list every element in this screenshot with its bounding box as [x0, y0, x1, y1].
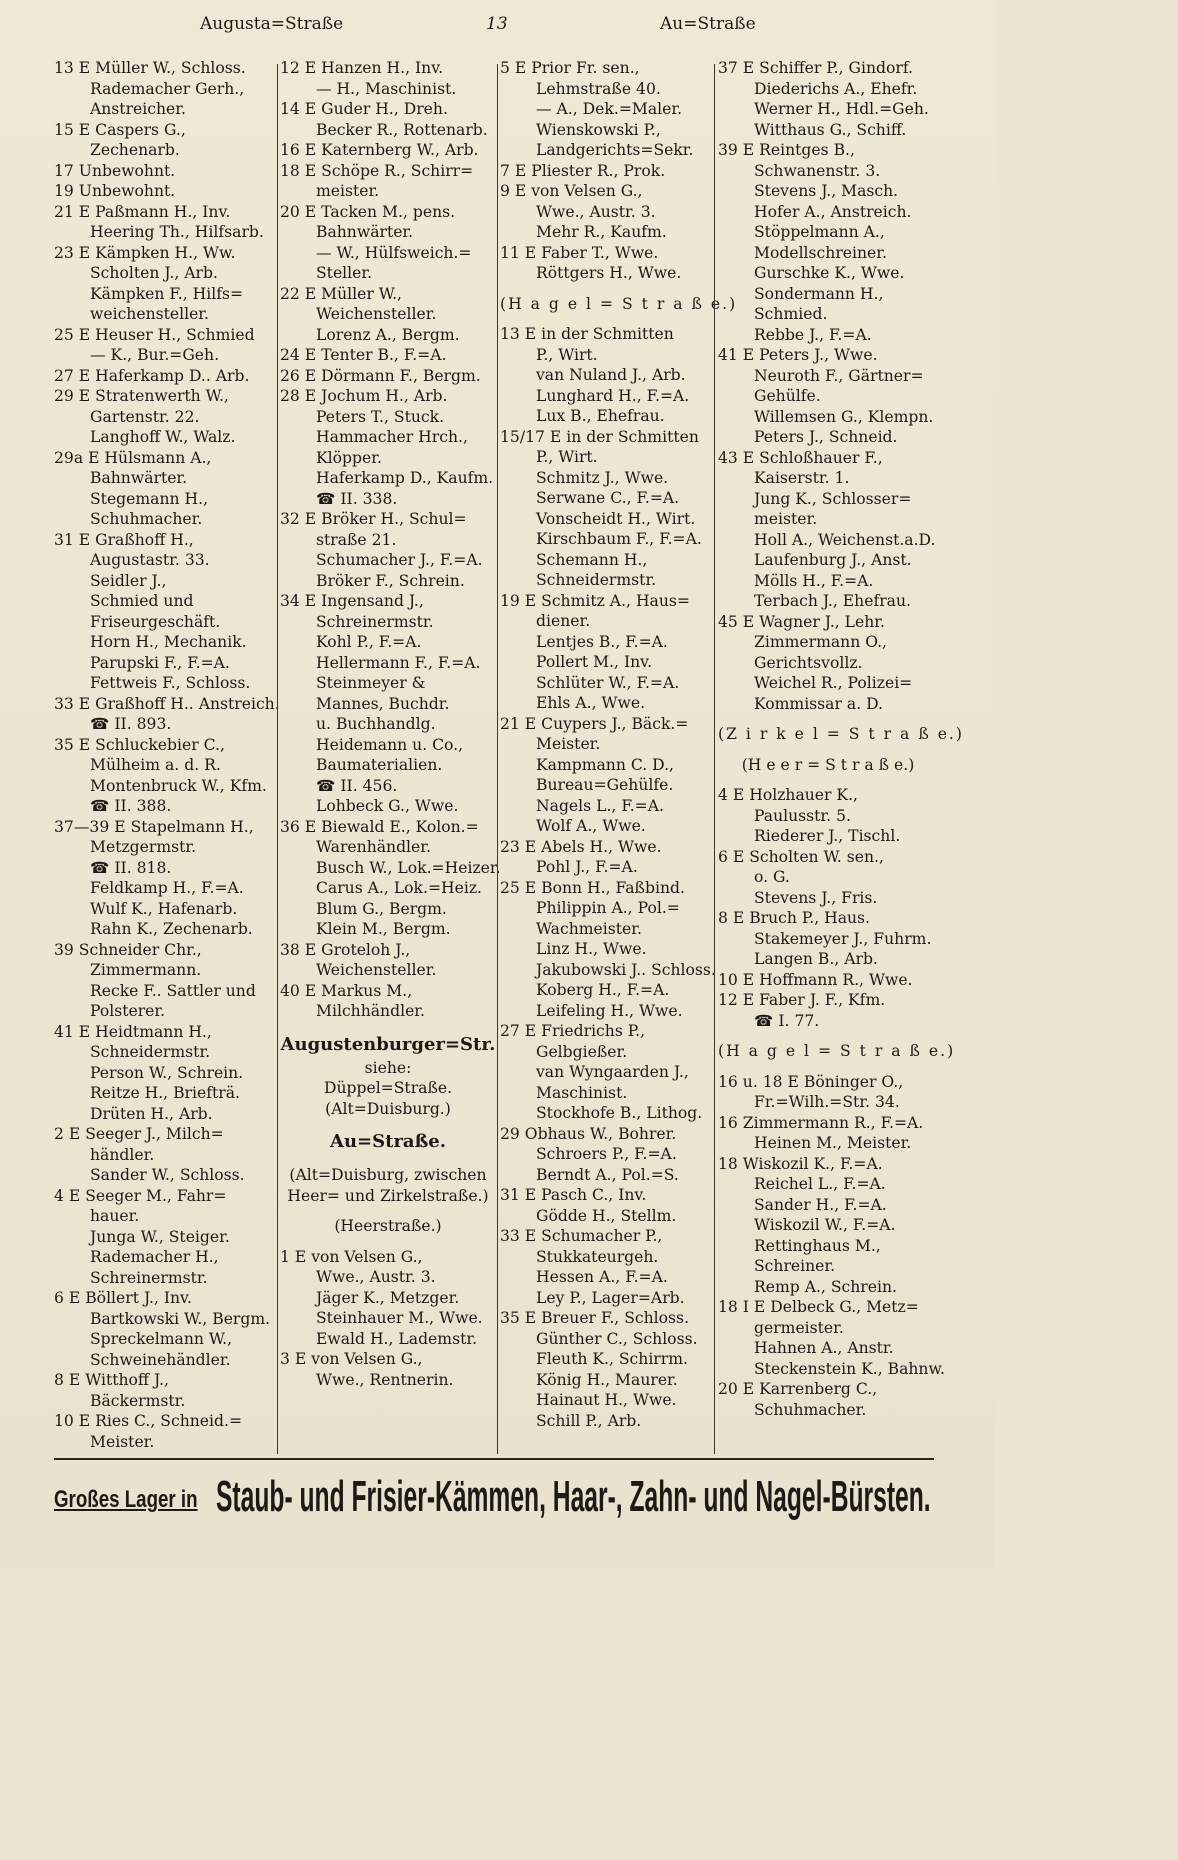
directory-entry: Schemann H.,: [536, 550, 648, 569]
directory-entry: 41 E Peters J., Wwe.: [718, 346, 878, 364]
directory-entry: 23 E Abels H., Wwe.: [500, 837, 662, 856]
directory-entry: ☎ II. 893.: [90, 715, 172, 733]
directory-entry: Zimmermann.: [90, 961, 202, 979]
directory-entry: Fleuth K., Schirrm.: [536, 1350, 688, 1368]
directory-entry: Lehmstraße 40.: [536, 79, 661, 98]
directory-entry: 31 E Pasch C., Inv.: [500, 1186, 647, 1204]
directory-entry: 18 E Schöpe R., Schirr=: [280, 161, 474, 180]
directory-entry: Bäckermstr.: [90, 1391, 186, 1410]
directory-entry: ☎ I. 77.: [754, 1011, 820, 1030]
directory-entry: Stegemann H.,: [90, 489, 209, 508]
directory-entry: 8 E Witthoff J.,: [54, 1371, 169, 1389]
directory-entry: 43 E Schloßhauer F.,: [718, 448, 883, 467]
directory-entry: 37—39 E Stapelmann H.,: [54, 817, 254, 836]
directory-entry: Seidler J.,: [90, 571, 167, 590]
directory-entry: 13 E in der Schmitten: [500, 325, 674, 343]
directory-entry: Steckenstein K., Bahnw.: [754, 1359, 945, 1378]
directory-entry: Schweinehändler.: [90, 1350, 231, 1369]
directory-entry: Gehülfe.: [754, 387, 821, 405]
directory-entry: 35 E Schluckebier C.,: [54, 735, 225, 754]
directory-entry: 29a E Hülsmann A.,: [54, 448, 212, 467]
directory-entry: Langen B., Arb.: [754, 950, 878, 968]
directory-entry: van Wyngaarden J.,: [536, 1063, 689, 1081]
directory-entry: Ley P., Lager=Arb.: [536, 1288, 685, 1307]
directory-entry: 1 E von Velsen G.,: [280, 1247, 423, 1266]
directory-entry: Sondermann H.,: [754, 284, 884, 303]
directory-entry: Feldkamp H., F.=A.: [90, 879, 244, 897]
spacer: [718, 745, 938, 755]
column-2: [280, 58, 501, 1390]
directory-entry: Heidemann u. Co.,: [316, 735, 464, 754]
directory-entry: Berndt A., Pol.=S.: [536, 1165, 679, 1184]
directory-entry: (Alt=Duisburg.): [325, 1099, 451, 1118]
directory-entry: P., Wirt.: [536, 448, 598, 466]
section-heading: Augustenburger=Str.: [280, 1033, 496, 1055]
directory-entry: Kirschbaum F., F.=A.: [536, 530, 702, 548]
directory-entry: Stockhofe B., Lithog.: [536, 1104, 703, 1122]
directory-entry: 16 Zimmermann R., F.=A.: [718, 1113, 924, 1132]
directory-entry: 40 E Markus M.,: [280, 981, 413, 1000]
directory-entry: (Z i r k e l = S t r a ß e.): [718, 725, 964, 743]
directory-entry: o. G.: [754, 868, 790, 886]
directory-entry: u. Buchhandlg.: [316, 715, 436, 733]
directory-entry: (Alt=Duisburg, zwischen: [289, 1166, 487, 1184]
directory-entry: Hainaut H., Wwe.: [536, 1391, 677, 1409]
column-divider: [714, 64, 715, 1454]
directory-entry: 31 E Graßhoff H.,: [54, 530, 194, 549]
directory-entry: 9 E von Velsen G.,: [500, 182, 643, 200]
directory-entry: 12 E Faber J. F., Kfm.: [718, 991, 886, 1009]
directory-entry: 32 E Bröker H., Schul=: [280, 510, 467, 528]
directory-entry: weichensteller.: [90, 305, 210, 323]
directory-entry: Sander H., F.=A.: [754, 1195, 887, 1214]
directory-entry: Schneidermstr.: [536, 571, 657, 589]
directory-entry: Pollert M., Inv.: [536, 653, 653, 671]
directory-entry: Schumacher J., F.=A.: [316, 551, 483, 569]
directory-entry: Riederer J., Tischl.: [754, 827, 901, 845]
directory-entry: Stevens J., Fris.: [754, 888, 878, 907]
directory-entry: Becker R., Rottenarb.: [316, 120, 488, 139]
directory-entry: Kohl P., F.=A.: [316, 633, 422, 651]
directory-entry: Lorenz A., Bergm.: [316, 325, 460, 344]
directory-entry: Friseurgeschäft.: [90, 612, 221, 631]
directory-entry: (H a g e l = S t r a ß e.): [718, 1042, 956, 1060]
directory-entry: Mannes, Buchdr.: [316, 694, 450, 713]
directory-entry: Recke F.. Sattler und: [90, 981, 256, 1000]
directory-entry: van Nuland J., Arb.: [536, 366, 686, 384]
directory-entry: Zimmermann O.,: [754, 633, 887, 651]
directory-entry: Polsterer.: [90, 1002, 166, 1020]
spacer: [718, 714, 938, 724]
directory-entry: Schuhmacher.: [754, 1400, 867, 1419]
directory-entry: Kampmann C. D.,: [536, 755, 674, 774]
directory-entry: 6 E Böllert J., Inv.: [54, 1289, 192, 1307]
directory-entry: Gurschke K., Wwe.: [754, 264, 905, 282]
directory-entry: Schwanenstr. 3.: [754, 161, 881, 180]
directory-entry: Schlüter W., F.=A.: [536, 673, 680, 692]
directory-entry: Heering Th., Hilfsarb.: [90, 223, 264, 241]
directory-entry: Peters T., Stuck.: [316, 407, 445, 426]
directory-entry: Steinmeyer &: [316, 674, 426, 692]
directory-entry: Langhoff W., Walz.: [90, 428, 236, 446]
directory-entry: 20 E Tacken M., pens.: [280, 202, 456, 221]
directory-entry: 33 E Schumacher P.,: [500, 1227, 663, 1245]
directory-entry: Schreinermstr.: [90, 1268, 208, 1287]
spacer: [280, 1237, 496, 1247]
spacer: [500, 314, 712, 324]
directory-entry: Schuhmacher.: [90, 510, 203, 528]
directory-entry: Leifeling H., Wwe.: [536, 1001, 683, 1020]
directory-entry: Reitze H., Briefträ.: [90, 1084, 240, 1102]
spacer: [280, 1119, 496, 1129]
directory-entry: 21 E Cuypers J., Bäck.=: [500, 714, 689, 733]
directory-entry: Lux B., Ehefrau.: [536, 407, 665, 425]
directory-entry: 14 E Guder H., Dreh.: [280, 100, 448, 118]
spacer: [280, 1206, 496, 1216]
directory-entry: Gartenstr. 22.: [90, 407, 200, 426]
spacer: [718, 1031, 938, 1041]
spacer: [280, 1155, 496, 1165]
column-divider: [497, 64, 498, 1454]
directory-entry: P., Wirt.: [536, 345, 598, 364]
directory-entry: Gerichtsvollz.: [754, 653, 863, 672]
directory-entry: Kaiserstr. 1.: [754, 469, 850, 487]
directory-entry: Steller.: [316, 264, 373, 282]
directory-entry: Landgerichts=Sekr.: [536, 141, 694, 159]
directory-entry: 27 E Friedrichs P.,: [500, 1022, 646, 1040]
directory-entry: 18 I E Delbeck G., Metz=: [718, 1298, 919, 1316]
directory-entry: 18 Wiskozil K., F.=A.: [718, 1154, 883, 1173]
directory-entry: Metzgermstr.: [90, 838, 197, 856]
directory-entry: Spreckelmann W.,: [90, 1330, 233, 1348]
column-3: [500, 58, 738, 1431]
directory-entry: 35 E Breuer F., Schloss.: [500, 1309, 690, 1327]
directory-entry: 6 E Scholten W. sen.,: [718, 847, 884, 866]
directory-entry: Hammacher Hrch.,: [316, 428, 468, 446]
directory-entry: 27 E Haferkamp D.. Arb.: [54, 366, 250, 385]
directory-entry: ☎ II. 338.: [316, 489, 398, 508]
directory-entry: 23 E Kämpken H., Ww.: [54, 243, 236, 262]
directory-entry: Schroers P., F.=A.: [536, 1145, 677, 1163]
directory-entry: Wulf K., Hafenarb.: [90, 899, 238, 918]
column-divider: [277, 64, 278, 1454]
directory-entry: (Heerstraße.): [334, 1217, 442, 1235]
directory-entry: Parupski F., F.=A.: [90, 653, 230, 672]
directory-entry: Wwe., Austr. 3.: [536, 202, 656, 221]
directory-entry: Hahnen A., Anstr.: [754, 1339, 894, 1357]
advertisement: [54, 1470, 934, 1540]
directory-entry: Schreinermstr.: [316, 612, 434, 631]
directory-entry: Kämpken F., Hilfs=: [90, 284, 244, 303]
directory-entry: — K., Bur.=Geh.: [90, 346, 220, 364]
directory-entry: Diederichs A., Ehefr.: [754, 79, 918, 98]
directory-entry: 12 E Hanzen H., Inv.: [280, 59, 444, 77]
directory-entry: Schmitz J., Wwe.: [536, 468, 669, 487]
directory-entry: 36 E Biewald E., Kolon.=: [280, 817, 479, 836]
directory-entry: Wolf A., Wwe.: [536, 817, 646, 835]
directory-entry: 29 E Stratenwerth W.,: [54, 387, 229, 405]
directory-entry: Stöppelmann A.,: [754, 223, 885, 241]
directory-entry: Philippin A., Pol.=: [536, 899, 680, 917]
directory-entry: Linz H., Wwe.: [536, 940, 647, 958]
directory-entry: ☎ II. 818.: [90, 858, 172, 877]
directory-entry: Schreiner.: [754, 1257, 836, 1275]
directory-entry: Blum G., Bergm.: [316, 899, 447, 918]
directory-entry: 10 E Hoffmann R., Wwe.: [718, 970, 913, 989]
directory-entry: Hofer A., Anstreich.: [754, 202, 912, 221]
directory-entry: Günther C., Schloss.: [536, 1329, 698, 1348]
directory-entry: Heinen M., Meister.: [754, 1134, 912, 1152]
directory-entry: Stevens J., Masch.: [754, 182, 899, 200]
directory-entry: 7 E Pliester R., Prok.: [500, 161, 666, 180]
directory-entry: Fr.=Wilh.=Str. 34.: [754, 1093, 900, 1111]
directory-entry: meister.: [754, 510, 818, 528]
directory-entry: 17 Unbewohnt.: [54, 161, 176, 180]
directory-entry: Düppel=Straße.: [323, 1079, 453, 1097]
directory-entry: 41 E Heidtmann H.,: [54, 1022, 212, 1041]
directory-entry: Maschinist.: [536, 1083, 628, 1102]
directory-entry: Weichel R., Polizei=: [754, 674, 913, 692]
spacer: [718, 775, 938, 785]
directory-entry: 45 E Wagner J., Lehr.: [718, 612, 886, 631]
directory-entry: Klöpper.: [316, 448, 382, 467]
directory-entry: 38 E Groteloh J.,: [280, 940, 411, 959]
directory-entry: 16 u. 18 E Böninger O.,: [718, 1072, 904, 1091]
directory-entry: Junga W., Steiger.: [90, 1227, 230, 1246]
directory-entry: Stakemeyer J., Fuhrm.: [754, 929, 932, 948]
directory-entry: Schneidermstr.: [90, 1043, 211, 1061]
directory-entry: 13 E Müller W., Schloss.: [54, 59, 246, 77]
directory-entry: diener.: [536, 612, 591, 630]
directory-entry: Schill P., Arb.: [536, 1411, 642, 1430]
directory-entry: 4 E Seeger M., Fahr=: [54, 1186, 227, 1205]
directory-entry: Jäger K., Metzger.: [316, 1288, 460, 1307]
directory-entry: Nagels L., F.=A.: [536, 796, 664, 815]
directory-entry: 39 E Reintges B.,: [718, 141, 855, 159]
directory-entry: 29 Obhaus W., Bohrer.: [500, 1124, 677, 1143]
directory-entry: Gelbgießer.: [536, 1042, 628, 1061]
directory-entry: 20 E Karrenberg C.,: [718, 1380, 878, 1398]
directory-entry: Koberg H., F.=A.: [536, 981, 670, 999]
directory-entry: Gödde H., Stellm.: [536, 1206, 677, 1225]
directory-entry: Carus A., Lok.=Heiz.: [316, 879, 483, 897]
directory-entry: Hessen A., F.=A.: [536, 1268, 668, 1286]
directory-entry: Mülheim a. d. R.: [90, 756, 221, 774]
directory-entry: Sander W., Schloss.: [90, 1166, 245, 1184]
directory-entry: 15 E Caspers G.,: [54, 120, 186, 139]
directory-entry: Holl A., Weichenst.a.D.: [754, 530, 936, 549]
directory-entry: (H e e r = S t r a ß e.): [741, 755, 915, 774]
directory-entry: Rettinghaus M.,: [754, 1236, 881, 1255]
directory-entry: Neuroth F., Gärtner=: [754, 366, 924, 385]
directory-entry: 3 E von Velsen G.,: [280, 1350, 423, 1368]
directory-entry: Reichel L., F.=A.: [754, 1175, 886, 1193]
directory-entry: Laufenburg J., Anst.: [754, 551, 912, 569]
directory-entry: Rademacher Gerh.,: [90, 79, 245, 98]
directory-entry: Schmied und: [90, 592, 194, 610]
directory-entry: Paulusstr. 5.: [754, 806, 851, 825]
directory-entry: Kommissar a. D.: [754, 694, 884, 713]
directory-entry: Bureau=Gehülfe.: [536, 776, 674, 794]
directory-entry: Meister.: [536, 735, 601, 753]
header-right-street: Au=Straße: [660, 14, 756, 34]
directory-entry: Wiskozil W., F.=A.: [754, 1216, 896, 1234]
directory-entry: Rademacher H.,: [90, 1248, 219, 1266]
directory-entry: Schmied.: [754, 305, 828, 323]
directory-entry: Mölls H., F.=A.: [754, 571, 874, 590]
directory-entry: 25 E Bonn H., Faßbind.: [500, 878, 685, 897]
directory-entry: 8 E Bruch P., Haus.: [718, 909, 871, 927]
directory-entry: 15/17 E in der Schmitten: [500, 427, 699, 446]
directory-entry: — H., Maschinist.: [316, 79, 457, 98]
spacer: [280, 1022, 496, 1032]
directory-entry: Ewald H., Lademstr.: [316, 1329, 478, 1348]
directory-entry: ☎ II. 456.: [316, 776, 398, 795]
section-heading: Au=Straße.: [330, 1131, 446, 1152]
ad-divider: [54, 1458, 934, 1460]
directory-entry: Meister.: [90, 1432, 155, 1451]
directory-entry: Baumaterialien.: [316, 756, 443, 774]
directory-entry: 19 Unbewohnt.: [54, 182, 176, 200]
directory-entry: Klein M., Bergm.: [316, 920, 451, 938]
directory-entry: 21 E Paßmann H., Inv.: [54, 202, 231, 221]
directory-entry: 2 E Seeger J., Milch=: [54, 1125, 224, 1143]
directory-entry: Remp A., Schrein.: [754, 1277, 897, 1296]
directory-entry: Haferkamp D., Kaufm.: [316, 469, 494, 487]
directory-entry: meister.: [316, 182, 380, 200]
directory-entry: Serwane C., F.=A.: [536, 489, 680, 507]
directory-entry: Milchhändler.: [316, 1002, 425, 1020]
directory-entry: 19 E Schmitz A., Haus=: [500, 591, 690, 610]
directory-entry: 25 E Heuser H., Schmied: [54, 325, 255, 344]
directory-entry: 22 E Müller W.,: [280, 284, 402, 303]
directory-entry: Busch W., Lok.=Heizer.: [316, 858, 501, 877]
column-4: [718, 58, 964, 1420]
directory-entry: Stukkateurgeh.: [536, 1247, 659, 1266]
directory-entry: Montenbruck W., Kfm.: [90, 776, 267, 795]
directory-entry: 39 Schneider Chr.,: [54, 940, 202, 959]
directory-entry: Bahnwärter.: [316, 223, 414, 241]
directory-entry: 28 E Jochum H., Arb.: [280, 387, 448, 405]
directory-entry: Scholten J., Arb.: [90, 264, 218, 282]
directory-entry: siehe:: [364, 1058, 412, 1077]
directory-entry: Heer= und Zirkelstraße.): [287, 1186, 489, 1205]
directory-entry: Wachmeister.: [536, 919, 642, 938]
directory-entry: Horn H., Mechanik.: [90, 633, 247, 651]
directory-entry: Weichensteller.: [316, 305, 437, 323]
directory-entry: Vonscheidt H., Wirt.: [536, 509, 696, 528]
directory-entry: — A., Dek.=Maler.: [536, 100, 683, 118]
directory-entry: 26 E Dörmann F., Bergm.: [280, 366, 481, 385]
spacer: [718, 1062, 938, 1072]
directory-entry: Lunghard H., F.=A.: [536, 386, 690, 405]
directory-entry: Mehr R., Kaufm.: [536, 223, 667, 241]
page-header: [0, 14, 993, 44]
column-1: [54, 58, 280, 1452]
directory-entry: hauer.: [90, 1207, 140, 1225]
directory-entry: Modellschreiner.: [754, 243, 887, 262]
spacer: [500, 284, 712, 294]
directory-entry: Terbach J., Ehefrau.: [754, 592, 911, 610]
directory-entry: germeister.: [754, 1318, 844, 1337]
directory-entry: 24 E Tenter B., F.=A.: [280, 346, 447, 364]
directory-entry: Warenhändler.: [316, 838, 431, 856]
directory-entry: (H a g e l = S t r a ß e.): [500, 294, 738, 313]
directory-entry: Rahn K., Zechenarb.: [90, 920, 253, 938]
directory-entry: straße 21.: [316, 530, 397, 549]
ad-prefix: Großes Lager in: [54, 1486, 198, 1513]
directory-entry: Augustastr. 33.: [90, 551, 210, 569]
directory-entry: Weichensteller.: [316, 961, 437, 979]
directory-entry: Hellermann F., F.=A.: [316, 653, 481, 672]
directory-entry: Willemsen G., Klempn.: [754, 407, 934, 426]
directory-entry: Werner H., Hdl.=Geh.: [754, 100, 929, 118]
directory-entry: 37 E Schiffer P., Gindorf.: [718, 59, 913, 77]
directory-entry: Bröker F., Schrein.: [316, 571, 465, 590]
directory-entry: Bartkowski W., Bergm.: [90, 1309, 271, 1328]
directory-entry: 11 E Faber T., Wwe.: [500, 243, 659, 262]
directory-entry: Wienskowski P.,: [536, 120, 661, 139]
directory-entry: — W., Hülfsweich.=: [316, 243, 472, 262]
header-left-street: Augusta=Straße: [200, 14, 344, 34]
directory-entry: Röttgers H., Wwe.: [536, 264, 682, 282]
directory-entry: Steinhauer M., Wwe.: [316, 1309, 483, 1327]
directory-entry: 10 E Ries C., Schneid.=: [54, 1412, 243, 1430]
directory-entry: 34 E Ingensand J.,: [280, 592, 424, 610]
directory-entry: Rebbe J., F.=A.: [754, 325, 872, 344]
directory-entry: ☎ II. 388.: [90, 797, 172, 815]
directory-entry: Person W., Schrein.: [90, 1063, 244, 1082]
directory-entry: König H., Maurer.: [536, 1370, 678, 1389]
directory-entry: Anstreicher.: [90, 100, 186, 118]
page-number: 13: [486, 14, 508, 34]
directory-entry: Lentjes B., F.=A.: [536, 632, 668, 651]
directory-entry: Zechenarb.: [90, 141, 180, 159]
directory-entry: 16 E Katernberg W., Arb.: [280, 141, 479, 159]
directory-entry: Peters J., Schneid.: [754, 428, 898, 446]
directory-entry: Ehls A., Wwe.: [536, 694, 646, 712]
directory-entry: Witthaus G., Schiff.: [754, 120, 907, 139]
directory-entry: Pohl J., F.=A.: [536, 858, 638, 876]
directory-entry: 33 E Graßhoff H.. Anstreich.: [54, 694, 280, 713]
directory-entry: 5 E Prior Fr. sen.,: [500, 59, 640, 77]
directory-entry: Jakubowski J.. Schloss.: [536, 960, 716, 979]
directory-entry: Drüten H., Arb.: [90, 1104, 213, 1123]
directory-entry: händler.: [90, 1145, 155, 1164]
directory-entry: Jung K., Schlosser=: [754, 489, 912, 508]
ad-text: Staub- und Frisier-Kämmen, Haar-, Zahn- und Nagel-Bürsten.: [216, 1472, 931, 1521]
directory-entry: Wwe., Austr. 3.: [316, 1268, 436, 1286]
directory-entry: Fettweis F., Schloss.: [90, 674, 251, 692]
directory-entry: Lohbeck G., Wwe.: [316, 797, 459, 815]
directory-entry: Wwe., Rentnerin.: [316, 1370, 454, 1389]
directory-entry: 4 E Holzhauer K.,: [718, 786, 858, 804]
directory-entry: Bahnwärter.: [90, 469, 188, 487]
